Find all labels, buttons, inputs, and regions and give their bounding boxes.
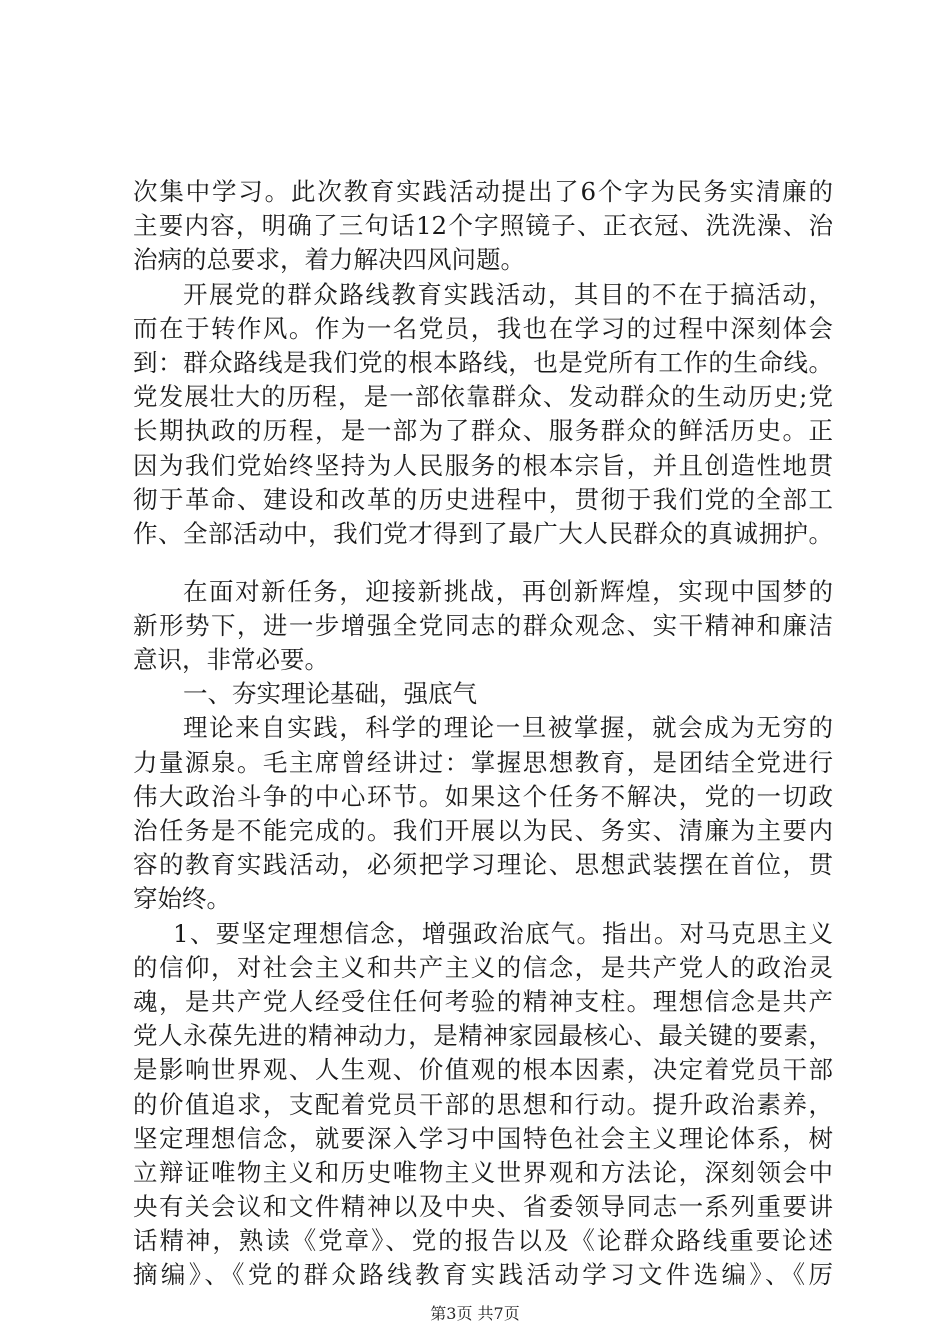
text-line: 党人永葆先进的精神动力，是精神家园最核心、最关键的要素， [133, 1021, 833, 1050]
text-line: 党发展壮大的历程，是一部依靠群众、发动群众的生动历史;党 [133, 382, 833, 411]
text-line: 的价值追求，支配着党员干部的思想和行动。提升政治素养， [133, 1090, 833, 1119]
text-line: 因为我们党始终坚持为人民服务的根本宗旨，并且创造性地贯 [133, 451, 833, 480]
text-line: 开展党的群众路线教育实践活动，其目的不在于搞活动， [183, 280, 833, 309]
text-line: 摘编》、《党的群众路线教育实践活动学习文件选编》、《厉 [133, 1260, 833, 1289]
text-line: 长期执政的历程，是一部为了群众、服务群众的鲜活历史。正 [133, 416, 833, 445]
text-line: 力量源泉。毛主席曾经讲过：掌握思想教育，是团结全党进行 [133, 748, 833, 777]
text-line: 到：群众路线是我们党的根本路线，也是党所有工作的生命线。 [133, 348, 833, 377]
text-line: 坚定理想信念，就要深入学习中国特色社会主义理论体系，树 [133, 1124, 833, 1153]
section-heading: 一、夯实理论基础，强底气 [183, 679, 477, 708]
page-footer: 第3页 共7页 [430, 1304, 520, 1323]
text-line: 理论来自实践，科学的理论一旦被掌握，就会成为无穷的 [183, 713, 833, 742]
text-line: 央有关会议和文件精神以及中央、省委领导同志一系列重要讲 [133, 1192, 833, 1221]
text-line: 治任务是不能完成的。我们开展以为民、务实、清廉为主要内 [133, 816, 833, 845]
text-line: 彻于革命、建设和改革的历史进程中，贯彻于我们党的全部工 [133, 485, 833, 514]
text-line: 容的教育实践活动，必须把学习理论、思想武装摆在首位，贯 [133, 850, 833, 879]
text-line: 在面对新任务，迎接新挑战，再创新辉煌，实现中国梦的 [183, 577, 833, 606]
text-line: 主要内容，明确了三句话12个字照镜子、正衣冠、洗洗澡、治 [133, 211, 833, 240]
text-line: 次集中学习。此次教育实践活动提出了6个字为民务实清廉的 [133, 177, 833, 206]
text-line: 立辩证唯物主义和历史唯物主义世界观和方法论，深刻领会中 [133, 1158, 833, 1187]
text-line: 是影响世界观、人生观、价值观的根本因素，决定着党员干部 [133, 1055, 833, 1084]
text-line: 作、全部活动中，我们党才得到了最广大人民群众的真诚拥护。 [133, 519, 833, 548]
text-line: 新形势下，进一步增强全党同志的群众观念、实干精神和廉洁 [133, 611, 833, 640]
text-line: 而在于转作风。作为一名党员，我也在学习的过程中深刻体会 [133, 314, 833, 343]
text-line: 话精神，熟读《党章》、党的报告以及《论群众路线重要论述 [133, 1226, 833, 1255]
text-line: 意识，非常必要。 [133, 645, 329, 674]
text-line: 的信仰，对社会主义和共产主义的信念，是共产党人的政治灵 [133, 953, 833, 982]
text-line: 治病的总要求，着力解决四风问题。 [133, 245, 525, 274]
text-line: 穿始终。 [133, 884, 231, 913]
text-line: 1、要坚定理想信念，增强政治底气。指出。对马克思主义 [173, 919, 833, 948]
text-line: 伟大政治斗争的中心环节。如果这个任务不解决，党的一切政 [133, 782, 833, 811]
text-line: 魂，是共产党人经受住任何考验的精神支柱。理想信念是共产 [133, 987, 833, 1016]
